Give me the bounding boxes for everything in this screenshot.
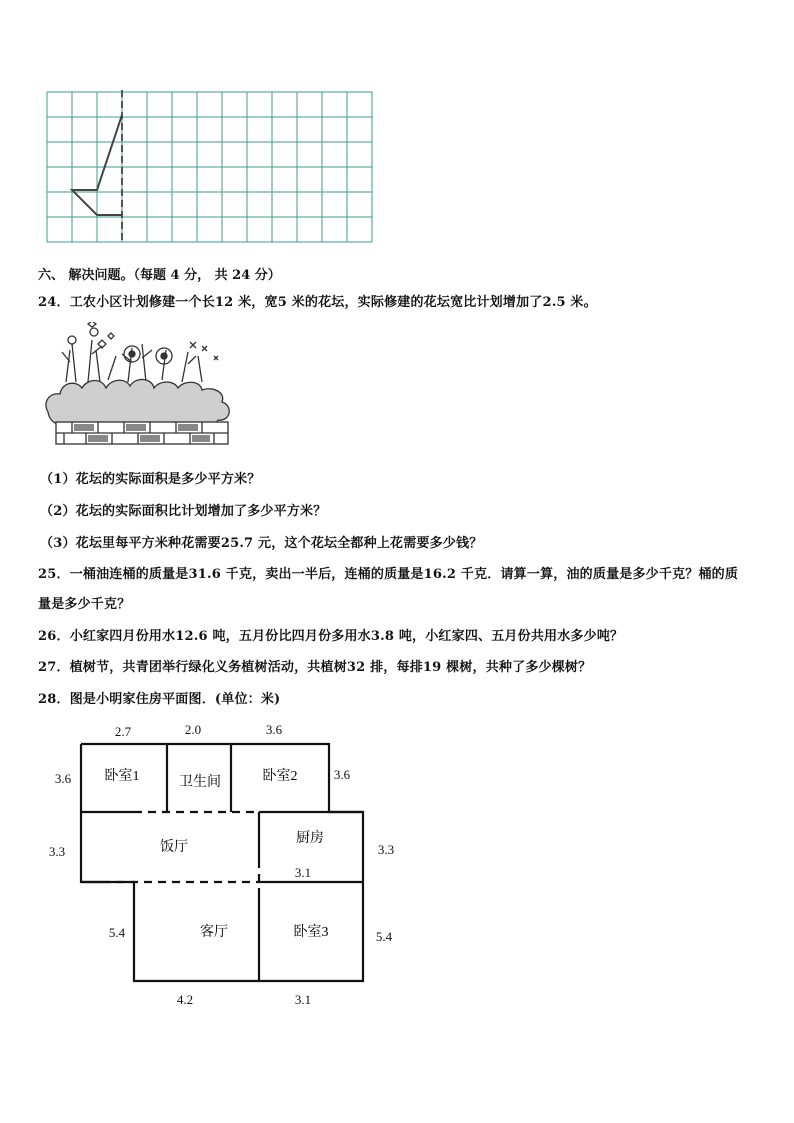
room-label-bedroom1: 卧室1 <box>104 769 140 784</box>
dim-top-c: 3.6 <box>265 722 283 737</box>
question-26: 26．小红家四月份用水12.6 吨，五月份比四月份多用水3.8 吨，小红家四、五月份共用水多少吨？ <box>38 629 624 644</box>
room-label-living: 客厅 <box>200 925 228 940</box>
question-24-sub1: （1）花坛的实际面积是多少平方米？ <box>40 472 261 487</box>
section-title: 六、 解决问题。（每题 4 分， 共 24 分） <box>38 268 281 283</box>
dim-right-bottom: 5.4 <box>375 929 393 944</box>
dim-left-bottom: 5.4 <box>108 925 126 940</box>
dim-top-b: 2.0 <box>184 722 202 737</box>
dim-top-a: 2.7 <box>114 724 132 739</box>
dim-bottom-a: 4.2 <box>176 992 194 1007</box>
dim-kitchen-width: 3.1 <box>294 865 312 880</box>
question-27: 27．植树节，共青团举行绿化义务植树活动，共植树32 排，每排19 棵树，共种了多少棵树？ <box>38 660 592 675</box>
dim-right-mid: 3.3 <box>377 842 395 857</box>
dim-left-mid: 3.3 <box>48 844 66 859</box>
question-28: 28．图是小明家住房平面图．(单位：米) <box>38 692 281 707</box>
room-label-bathroom: 卫生间 <box>179 775 221 790</box>
room-label-bedroom2: 卧室2 <box>262 769 298 784</box>
room-label-bedroom3: 卧室3 <box>293 925 329 940</box>
question-24: 24．工农小区计划修建一个长12 米，宽5 米的花坛，实际修建的花坛宽比计划增加了2.5 米。 <box>38 295 597 310</box>
dim-bottom-b: 3.1 <box>294 992 312 1007</box>
room-label-kitchen: 厨房 <box>296 831 324 846</box>
dim-right-top: 3.6 <box>333 767 351 782</box>
dim-left-top: 3.6 <box>54 771 72 786</box>
room-label-dining: 饭厅 <box>160 840 188 855</box>
question-24-sub2: （2）花坛的实际面积比计划增加了多少平方米？ <box>40 504 327 519</box>
question-25-line2: 量是多少千克？ <box>38 597 131 612</box>
question-25-line1: 25．一桶油连桶的质量是31.6 千克，卖出一半后，连桶的质量是16.2 千克．请算一算，油的质量是多少千克？桶的质 <box>38 567 739 582</box>
question-24-sub3: （3）花坛里每平方米种花需要25.7 元，这个花坛全都种上花需要多少钱？ <box>40 536 483 551</box>
